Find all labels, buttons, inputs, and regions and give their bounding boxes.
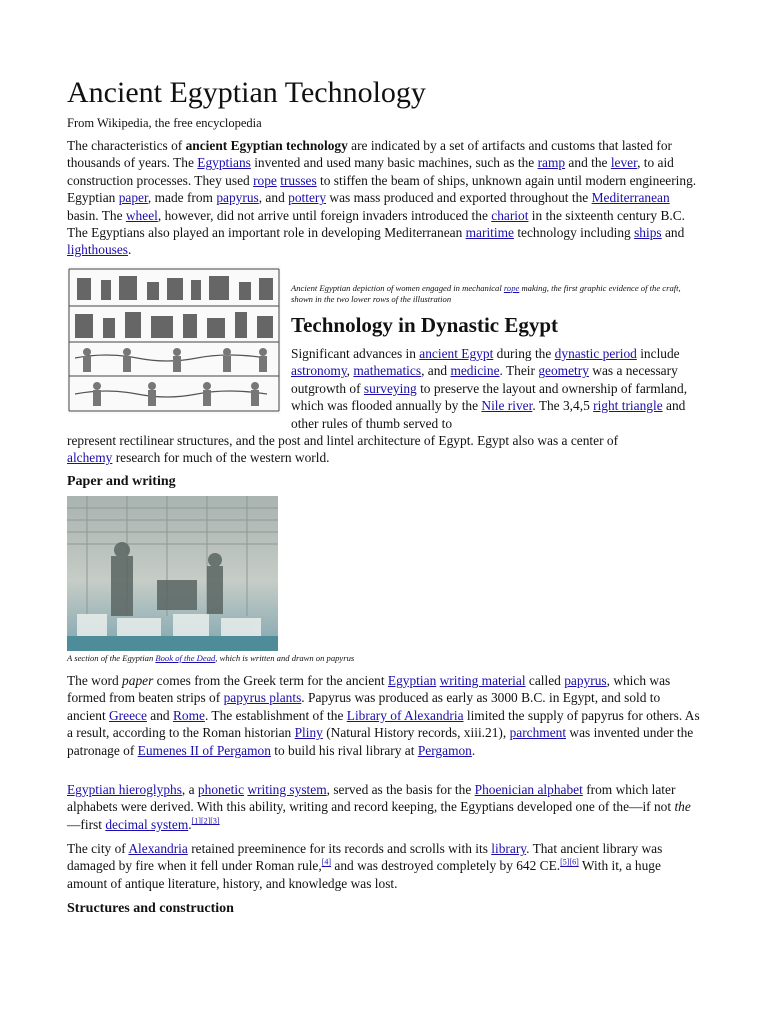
link-caption-rope[interactable]: rope: [503, 283, 520, 293]
link-alexandria[interactable]: Alexandria: [128, 841, 188, 856]
papyrus-photo: [67, 496, 278, 651]
link-surveying[interactable]: surveying: [363, 380, 417, 396]
link-nile-river[interactable]: Nile river: [481, 398, 533, 414]
link-egyptians[interactable]: Egyptians: [197, 155, 251, 171]
link-writing-material[interactable]: writing material: [439, 673, 526, 688]
heading-structures: Structures and construction: [67, 901, 234, 916]
link-ancient-egypt[interactable]: ancient Egypt: [419, 346, 494, 361]
link-paper[interactable]: paper: [118, 190, 148, 206]
link-egyptian[interactable]: Egyptian: [387, 673, 437, 688]
dynastic-paragraph-cont: represent rectilinear structures, and the post and lintel architecture of Egypt. Egypt also was a center of alchemy research for much of the western world.: [67, 433, 619, 466]
link-eumenes[interactable]: Eumenes II of Pergamon: [137, 742, 271, 758]
link-phoenician-alphabet[interactable]: Phoenician alphabet: [474, 782, 583, 797]
link-right-triangle[interactable]: right triangle: [593, 398, 663, 414]
link-trusses[interactable]: trusses: [280, 172, 317, 188]
link-papyrus[interactable]: papyrus: [216, 190, 259, 206]
link-library[interactable]: library: [491, 841, 527, 856]
rope-making-drawing: [67, 266, 281, 414]
link-mediterranean[interactable]: Mediterranean: [591, 190, 670, 206]
link-alchemy[interactable]: alchemy: [67, 450, 113, 466]
reference-1-2-3[interactable]: [1][2][3]: [191, 816, 220, 826]
link-medicine[interactable]: medicine: [450, 363, 500, 379]
link-pottery[interactable]: pottery: [288, 190, 327, 206]
link-decimal-system[interactable]: decimal system: [105, 816, 189, 832]
link-rome[interactable]: Rome: [172, 707, 205, 723]
heading-dynastic: Technology in Dynastic Egypt: [291, 313, 559, 337]
link-papyrus-plants[interactable]: papyrus plants: [223, 690, 302, 706]
paper-paragraph: The word paper comes from the Greek term for the ancient Egyptian writing material called papyrus, which was formed from beaten strips of papyrus plants. Papyrus was produced as early as 3000 B.C. in Egypt, and sold to ancient Greece and Rome. The establishment of the Library of Alexandria limited the supply of papyrus for others. As a result, according to the Roman historian Pliny (Natural History records, xiii.21), parchment was invented under the patronage of Eumenes II of Pergamon to build his rival library at Pergamon.: [67, 673, 700, 758]
link-library-of-alexandria[interactable]: Library of Alexandria: [346, 707, 464, 723]
link-mathematics[interactable]: mathematics: [353, 363, 422, 379]
link-ramp[interactable]: ramp: [537, 155, 566, 171]
link-lighthouses[interactable]: lighthouses: [67, 242, 129, 258]
rope-making-illustration: [67, 266, 281, 414]
link-book-of-the-dead[interactable]: Book of the Dead: [155, 653, 216, 663]
link-egyptian-hieroglyphs[interactable]: Egyptian hieroglyphs: [67, 782, 182, 797]
intro-paragraph: The characteristics of ancient Egyptian technology are indicated by a set of artifacts and customs that lasted for thousands of years. The Egyptians invented and used many basic machines, such as the ramp and the lever, to aid construction processes. They used rope trusses to stiffen the beam of ships, unknown again until modern engineering. Egyptian paper, made from papyrus, and pottery was mass produced and exported throughout the Mediterranean basin. The wheel, however, did not arrive until foreign invaders introduced the chariot in the sixteenth century B.C. The Egyptians also played an important role in developing Mediterranean maritime technology including ships and lighthouses.: [67, 138, 697, 258]
figure-caption-rope: Ancient Egyptian depiction of women engaged in mechanical rope making, the first graphic evidence of the craft, shown in the two lower rows of the illustration: [291, 283, 681, 304]
link-chariot[interactable]: chariot: [491, 207, 529, 223]
link-parchment[interactable]: parchment: [509, 725, 567, 741]
reference-4[interactable]: [4]: [321, 857, 332, 867]
heading-paper-writing: Paper and writing: [67, 474, 176, 489]
link-rope[interactable]: rope: [253, 172, 277, 188]
dynastic-paragraph: Significant advances in ancient Egypt during the dynastic period include astronomy, mathematics, and medicine. Their geometry was a necessary outgrowth of surveying to preserve the layout and ownership of farmland, which was flooded annually by the Nile river. The 3,4,5 right triangle and other rules of thumb served to: [291, 346, 688, 431]
link-writing-system[interactable]: writing system: [247, 782, 327, 797]
link-ships[interactable]: ships: [634, 225, 662, 241]
link-papyrus-2[interactable]: papyrus: [564, 673, 607, 688]
alexandria-paragraph: The city of Alexandria retained preeminence for its records and scrolls with its library. That ancient library was damaged by fire when it fell under Roman rule,[4] and was destroyed completely by 642 CE.[5][6] With it, a huge amount of antique literature, history, and knowledge was lost.: [67, 841, 663, 891]
link-geometry[interactable]: geometry: [538, 363, 589, 379]
hieroglyphs-paragraph: Egyptian hieroglyphs, a phonetic writing system, served as the basis for the Phoenician alphabet from which later alphabets were derived. With this ability, writing and record keeping, the Egyptians developed one of the—if not the—first decimal system.[1][2][3]: [67, 782, 691, 832]
page-subtitle: From Wikipedia, the free encyclopedia: [67, 116, 262, 130]
link-pergamon[interactable]: Pergamon: [417, 742, 472, 758]
link-dynastic-period[interactable]: dynastic period: [554, 346, 637, 361]
reference-5-6[interactable]: [5][6]: [560, 857, 579, 867]
page-title: Ancient Egyptian Technology: [67, 76, 426, 109]
link-astronomy[interactable]: astronomy: [291, 363, 347, 379]
figure-caption-book-of-dead: A section of the Egyptian Book of the Dead, which is written and drawn on papyrus: [67, 653, 355, 663]
link-wheel[interactable]: wheel: [125, 207, 158, 223]
book-of-the-dead-image: [67, 496, 278, 651]
link-greece[interactable]: Greece: [109, 707, 147, 723]
link-pliny[interactable]: Pliny: [294, 725, 323, 741]
link-phonetic[interactable]: phonetic: [197, 782, 245, 797]
link-lever[interactable]: lever: [610, 155, 638, 171]
link-maritime[interactable]: maritime: [465, 225, 514, 241]
